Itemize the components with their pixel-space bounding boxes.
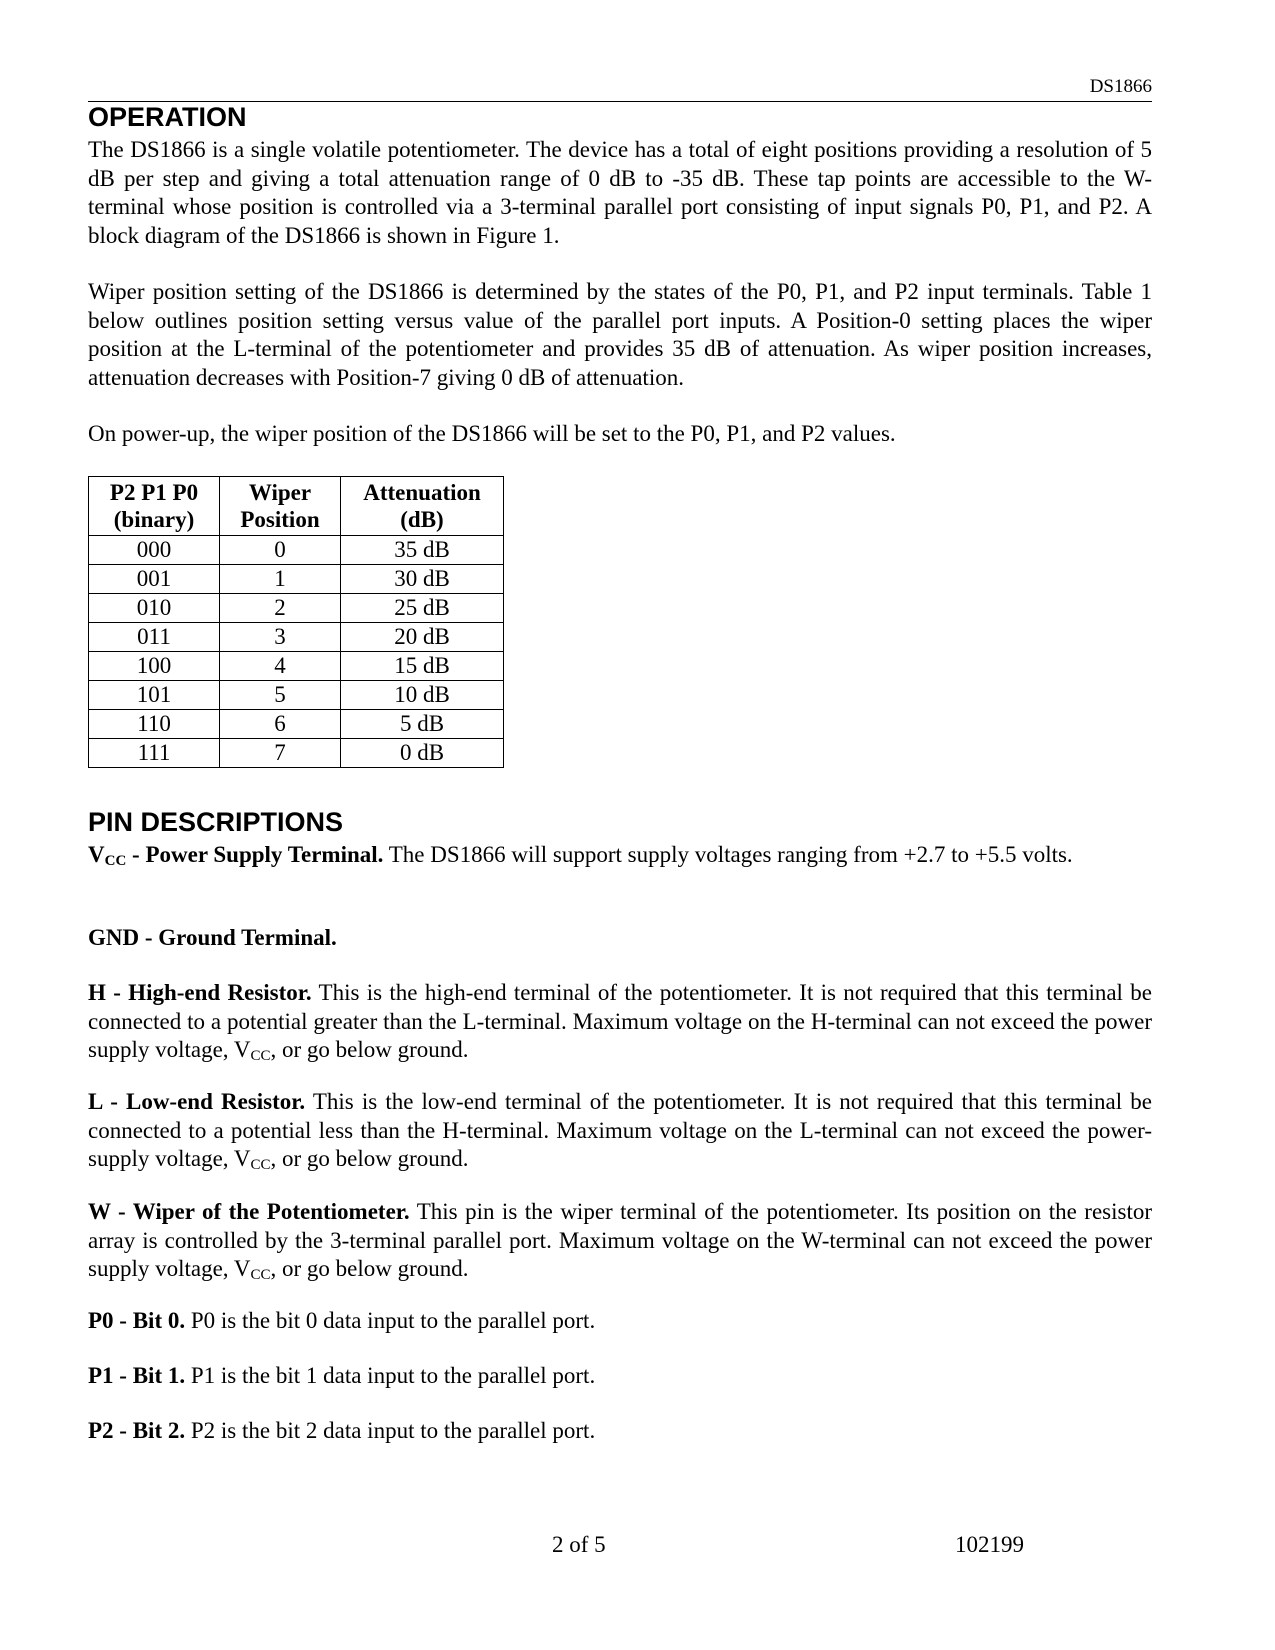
- pin-vcc-label-sub: CC: [104, 853, 127, 869]
- pin-vcc-label-v: V: [88, 842, 105, 867]
- table-header-row: [89, 477, 504, 536]
- pin-p1-label: P1 - Bit 1.: [88, 1363, 186, 1388]
- table-cell: 6: [220, 710, 341, 739]
- table-cell: 20 dB: [341, 623, 504, 652]
- table-cell: 0 dB: [341, 739, 504, 768]
- pin-p0-label: P0 - Bit 0.: [88, 1308, 186, 1333]
- operation-paragraph-3: On power-up, the wiper position of the DS1866 will be set to the P0, P1, and P2 values.: [88, 421, 896, 446]
- table-cell: 110: [89, 710, 220, 739]
- pin-w-text: This pin is the wiper terminal of the potentiometer. Its position on the resistor array is controlled by the 3-terminal parallel port. Maximum voltage on the W-terminal can not exceed the power supply voltage, V: [88, 1199, 1152, 1281]
- table-row: [89, 623, 504, 652]
- pin-p1-description: [88, 1362, 1152, 1391]
- pin-p2-description: [88, 1417, 1152, 1446]
- table-header-attenuation: [341, 477, 504, 536]
- table-header-binary: [89, 477, 220, 536]
- pin-h-sub: CC: [250, 1048, 271, 1064]
- pin-gnd-description: [88, 924, 1152, 953]
- header-wiper-line1: Wiper: [248, 480, 312, 505]
- pin-gnd-label: GND - Ground Terminal.: [88, 925, 337, 950]
- table-row: [89, 739, 504, 768]
- table-row: [89, 565, 504, 594]
- table-cell: 1: [220, 565, 341, 594]
- table-row: [89, 681, 504, 710]
- table-cell: 010: [89, 594, 220, 623]
- pin-w-sub: CC: [250, 1267, 271, 1283]
- table-cell: 3: [220, 623, 341, 652]
- table-cell: 5: [220, 681, 341, 710]
- pin-h-description: [88, 979, 1152, 1065]
- table-cell: 4: [220, 652, 341, 681]
- pin-vcc-text: The DS1866 will support supply voltages ranging from +2.7 to +5.5 volts.: [383, 842, 1073, 867]
- pin-p0-text: P0 is the bit 0 data input to the parallel port.: [185, 1308, 596, 1333]
- pin-w-description: [88, 1198, 1152, 1284]
- position-attenuation-table: [88, 476, 504, 768]
- table-cell: 111: [89, 739, 220, 768]
- header-attenuation-line2: (dB): [400, 507, 444, 532]
- header-wiper-line2: Position: [240, 507, 320, 532]
- pin-p1-text: P1 is the bit 1 data input to the parallel port.: [185, 1363, 596, 1388]
- table-cell: 7: [220, 739, 341, 768]
- operation-paragraph-2: Wiper position setting of the DS1866 is determined by the states of the P0, P1, and P2 input terminals. Table 1 below outlines position setting versus value of the parallel port inputs. A Position-0 setting places the wiper position at the L-terminal of the potentiometer and provides 35 dB of attenuation. As wiper position increases, attenuation decreases with Position-7 giving 0 dB of attenuation.: [88, 279, 1152, 390]
- table-cell: 100: [89, 652, 220, 681]
- pin-vcc-label: [88, 842, 383, 867]
- table-cell: 15 dB: [341, 652, 504, 681]
- pin-w-text-end: , or go below ground.: [270, 1256, 469, 1281]
- pin-vcc-description: [88, 841, 1152, 870]
- table-cell: 0: [220, 536, 341, 565]
- pin-p2-text: P2 is the bit 2 data input to the parallel port.: [185, 1418, 596, 1443]
- pin-l-sub: CC: [250, 1157, 271, 1173]
- pin-h-text: This is the high-end terminal of the potentiometer. It is not required that this terminal be connected to a potential greater than the L-terminal. Maximum voltage on the H-terminal can not exceed the power supply voltage, V: [88, 980, 1152, 1062]
- table-row: [89, 594, 504, 623]
- pin-h-text-end: , or go below ground.: [270, 1037, 469, 1062]
- pin-w-label: W - Wiper of the Potentiometer.: [88, 1199, 410, 1224]
- pin-l-description: [88, 1088, 1152, 1174]
- table-cell: 25 dB: [341, 594, 504, 623]
- section-title-operation: OPERATION: [88, 102, 247, 132]
- table-cell: 30 dB: [341, 565, 504, 594]
- table-row: [89, 652, 504, 681]
- pin-p0-description: [88, 1307, 1152, 1336]
- header-rule: [88, 101, 1152, 102]
- table-cell: 011: [89, 623, 220, 652]
- table-cell: 2: [220, 594, 341, 623]
- operation-paragraph-1: The DS1866 is a single volatile potentiometer. The device has a total of eight positions providing a resolution of 5 dB per step and giving a total attenuation range of 0 dB to -35 dB. These tap points are accessible to the W-terminal whose position is controlled via a 3-terminal parallel port consisting of input signals P0, P1, and P2. A block diagram of the DS1866 is shown in Figure 1.: [88, 137, 1152, 248]
- table-header-wiper: [220, 477, 341, 536]
- pin-l-text-end: , or go below ground.: [270, 1146, 469, 1171]
- table-cell: 001: [89, 565, 220, 594]
- table-cell: 101: [89, 681, 220, 710]
- pin-vcc-label-rest: - Power Supply Terminal.: [126, 842, 384, 867]
- table-cell: 10 dB: [341, 681, 504, 710]
- pin-l-text: This is the low-end terminal of the potentiometer. It is not required that this terminal be connected to a potential less than the H-terminal. Maximum voltage on the L-terminal can not exceed the power-supply voltage, V: [88, 1089, 1152, 1171]
- header-binary-line1: P2 P1 P0: [109, 480, 199, 505]
- pin-h-label: H - High-end Resistor.: [88, 980, 312, 1005]
- table-cell: 000: [89, 536, 220, 565]
- header-attenuation-line1: Attenuation: [363, 480, 481, 505]
- footer-page-number: 2 of 5: [552, 1532, 606, 1557]
- header-binary-line2: (binary): [113, 507, 195, 532]
- header-doc-id: DS1866: [1089, 76, 1152, 97]
- table-cell: 35 dB: [341, 536, 504, 565]
- section-title-pin-descriptions: PIN DESCRIPTIONS: [88, 807, 344, 837]
- footer-doc-code: 102199: [955, 1532, 1024, 1557]
- table-row: [89, 536, 504, 565]
- table-row: [89, 710, 504, 739]
- pin-p2-label: P2 - Bit 2.: [88, 1418, 186, 1443]
- pin-l-label: L - Low-end Resistor.: [88, 1089, 306, 1114]
- table-cell: 5 dB: [341, 710, 504, 739]
